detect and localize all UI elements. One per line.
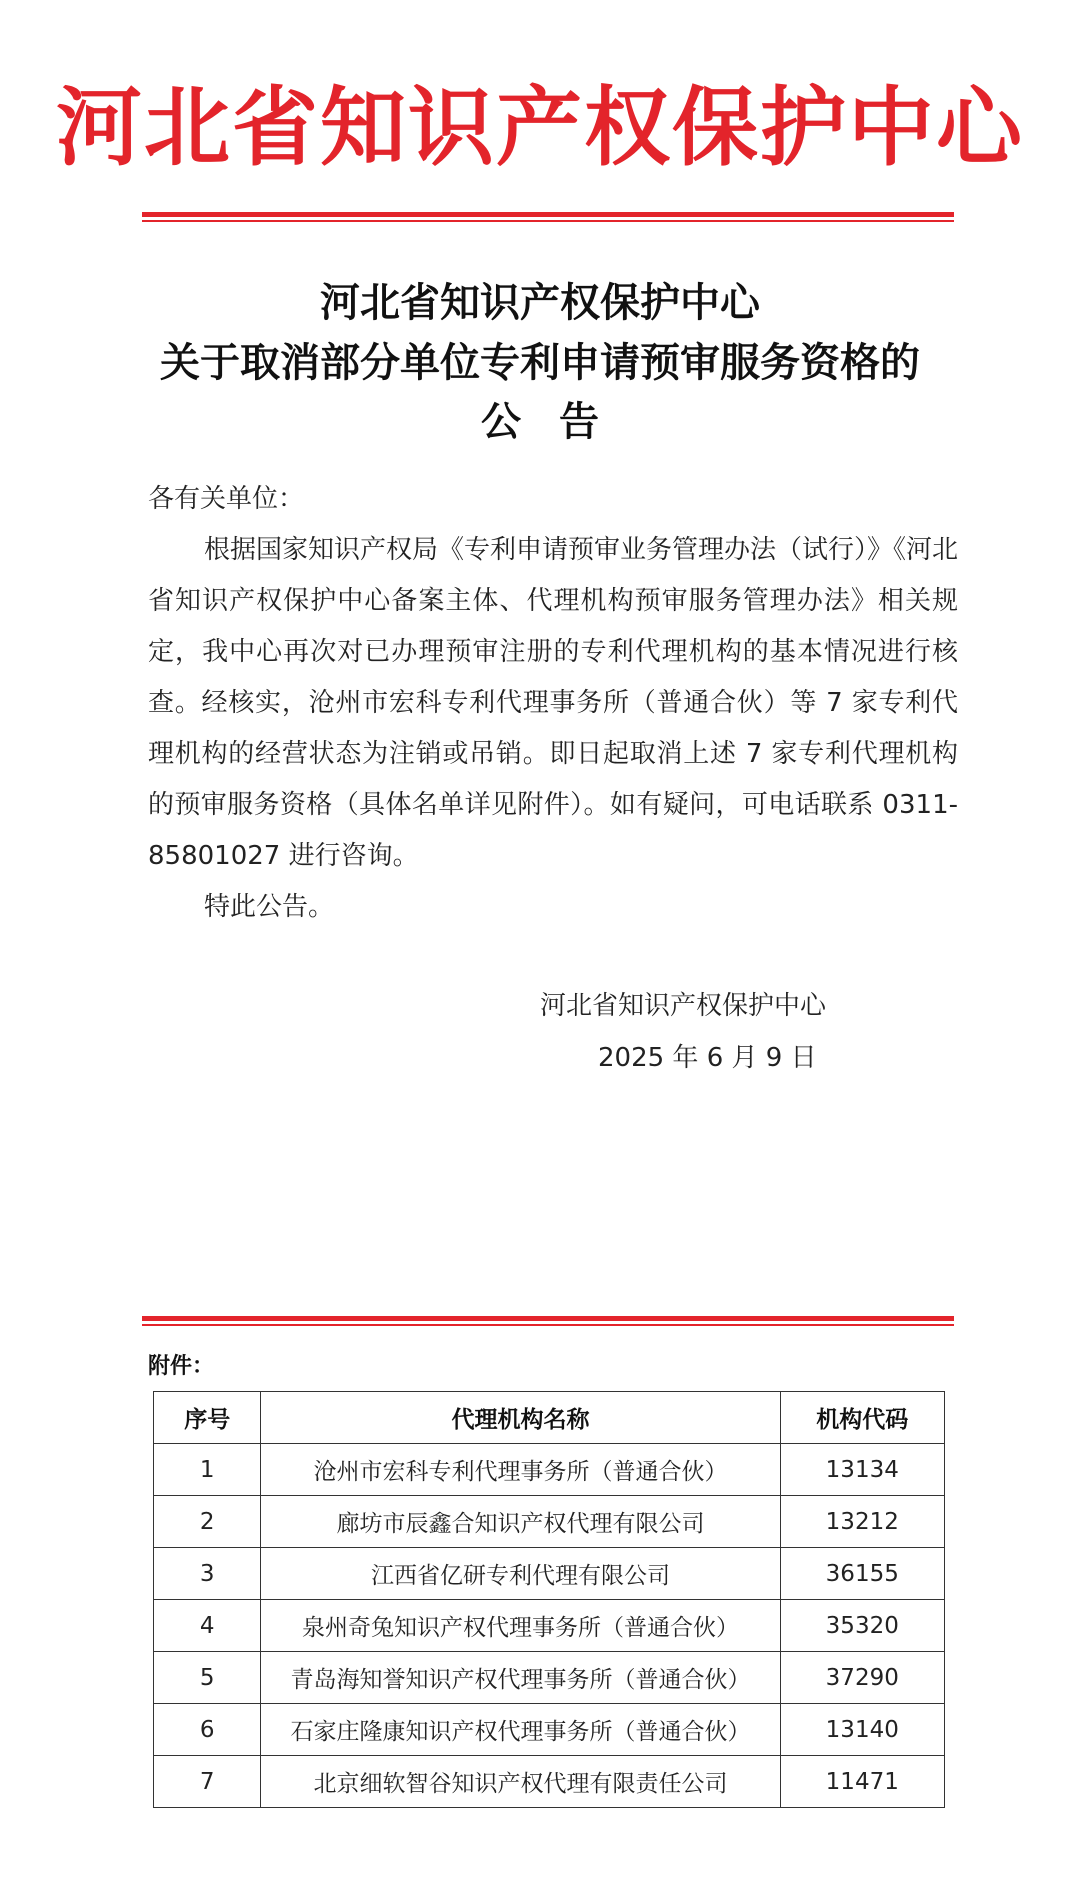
table-row [154,1756,945,1808]
row-agency-code: 11471 [780,1756,944,1808]
signature-date: 2025 年 6 月 9 日 [598,1043,817,1073]
salutation: 各有关单位： [148,484,305,514]
signature-organization: 河北省知识产权保护中心 [540,991,827,1021]
row-serial-number: 5 [154,1652,261,1704]
document-title-line-1: 河北省知识产权保护中心 [320,279,760,326]
table-row [154,1600,945,1652]
row-serial-number: 6 [154,1704,261,1756]
row-serial-number: 4 [154,1600,261,1652]
row-agency-code: 13140 [780,1704,944,1756]
document-title-line-3: 公告 [481,398,637,445]
row-agency-name: 北京细软智谷知识产权代理有限责任公司 [261,1756,780,1808]
row-serial-number: 3 [154,1548,261,1600]
row-agency-name: 廊坊市辰鑫合知识产权代理有限公司 [261,1496,780,1548]
table-row [154,1652,945,1704]
table-row [154,1548,945,1600]
body-paragraph: 根据国家知识产权局《专利申请预审业务管理办法（试行）》《河北省知识产权保护中心备案主体、代理机构预审服务管理办法》相关规定，我中心再次对已办理预审注册的专利代理机构的基本情况进行核查。经核实，沧州市宏科专利代理事务所（普通合伙）等 7 家专利代理机构的经营状态为注销或吊销。即日起取消上述 7 家专利代理机构的预审服务资格（具体名单详见附件）。如有疑问，可电话联系 0311-85801027 进行咨询。 [148,535,959,871]
red-divider-top [142,212,954,222]
table-row [154,1704,945,1756]
row-agency-name: 沧州市宏科专利代理事务所（普通合伙） [261,1444,780,1496]
row-agency-name: 青岛海知誉知识产权代理事务所（普通合伙） [261,1652,780,1704]
row-agency-name: 泉州奇兔知识产权代理事务所（普通合伙） [261,1600,780,1652]
row-agency-name: 江西省亿研专利代理有限公司 [261,1548,780,1600]
attachment-label: 附件： [148,1354,215,1379]
header-agency-name: 代理机构名称 [261,1392,780,1444]
closing-statement: 特此公告。 [204,892,335,922]
row-serial-number: 1 [154,1444,261,1496]
row-agency-code: 35320 [780,1600,944,1652]
header-serial-number: 序号 [154,1392,261,1444]
row-serial-number: 7 [154,1756,261,1808]
header-agency-code: 机构代码 [780,1392,944,1444]
row-agency-code: 13212 [780,1496,944,1548]
row-agency-code: 13134 [780,1444,944,1496]
row-agency-name: 石家庄隆康知识产权代理事务所（普通合伙） [261,1704,780,1756]
row-agency-code: 36155 [780,1548,944,1600]
attachment-table [153,1391,945,1808]
table-header-row [154,1392,945,1444]
masthead-title: 河北省知识产权保护中心 [56,77,1024,178]
red-divider-bottom [142,1316,954,1326]
row-serial-number: 2 [154,1496,261,1548]
document-title-line-2: 关于取消部分单位专利申请预审服务资格的 [160,339,920,386]
table-row [154,1444,945,1496]
table-row [154,1496,945,1548]
row-agency-code: 37290 [780,1652,944,1704]
